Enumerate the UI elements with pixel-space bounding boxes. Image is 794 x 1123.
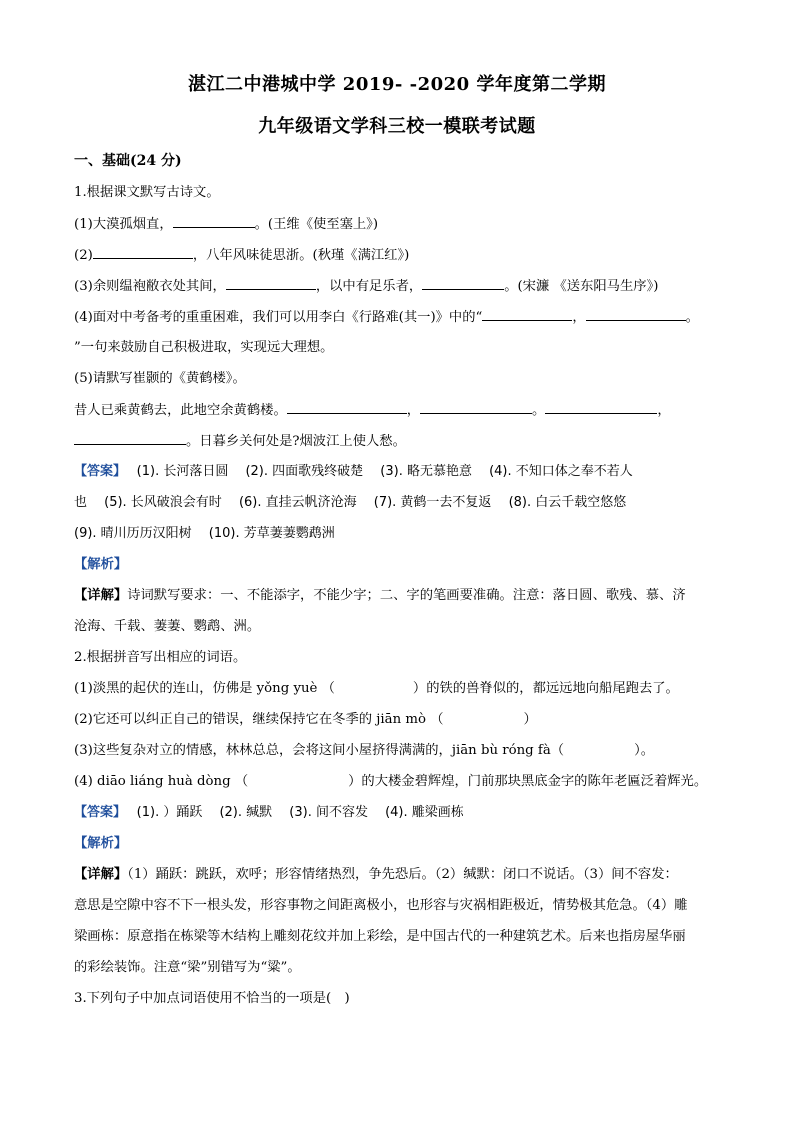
exam-title-line2: 九年级语文学科三校一模联考试题	[258, 116, 536, 137]
q2-item-2: (2)它还可以纠正自己的错误，继续保持它在冬季的 jiān mò （ ）	[74, 712, 537, 727]
q2-analysis-tag: 【解析】	[74, 836, 128, 851]
q1-detail-line2: 沧海、千载、萋萋、鹦鹉、洲。	[74, 619, 261, 634]
q1-analysis-tag: 【解析】	[74, 557, 128, 572]
q1-item-5: (5)请默写崔颢的《黄鹤楼》。	[74, 371, 246, 386]
q2-detail-line3: 梁画栋：原意指在栋梁等木结构上雕刻花纹并加上彩绘，是中国古代的一种建筑艺术。后来也指房屋华丽	[74, 929, 686, 944]
answer-blank[interactable]	[545, 401, 657, 414]
q1-detail-line1: 【详解】诗词默写要求：一、不能添字，不能少字；二、字的笔画要准确。注意：落日圆、歌残、慕、济	[74, 588, 686, 603]
answer-blank[interactable]	[586, 308, 686, 321]
answer-tag: 【答案】	[74, 464, 120, 479]
q3-stem: 3.下列句子中加点词语使用不恰当的一项是( )	[74, 991, 350, 1006]
q1-stem: 1.根据课文默写古诗文。	[74, 185, 220, 200]
q1-item-1: (1)大漠孤烟直， 。(王维《使至塞上》)	[74, 217, 379, 232]
detail-tag: 【详解】	[74, 867, 128, 882]
q1-answer-line3: (9). 晴川历历汉阳树 (10). 芳草萋萋鹦鹉洲	[74, 526, 335, 541]
q2-detail-line1: 【详解】（1）踊跃：跳跃，欢呼；形容情绪热烈，争先恐后。（2）缄默：闭口不说话。（3）间不容发：	[74, 867, 678, 882]
q1-answer-line1: 【答案】 (1). 长河落日圆 (2). 四面歌残终破楚 (3). 略无慕艳意 (4). 不知口体之奉不若人	[74, 464, 633, 479]
q2-detail-line2: 意思是空隙中容不下一根头发，形容事物之间距离极小，也形容与灾祸相距极近，情势极其危急。（4）雕	[74, 898, 688, 913]
answer-tag: 【答案】	[74, 805, 120, 820]
q1-item-4: (4)面对中考备考的重重困难，我们可以用李白《行路难(其一)》中的“ ， 。	[74, 310, 699, 325]
q1-item-4-cont: ”一句来鼓励自己积极进取，实现远大理想。	[74, 340, 334, 355]
q2-detail-line4: 的彩绘装饰。注意“梁”别错写为“粱”。	[74, 960, 301, 975]
q1-answer-line2: 也 (5). 长风破浪会有时 (6). 直挂云帆济沧海 (7). 黄鹤一去不复返 (8). 白云千载空悠悠	[74, 495, 627, 510]
detail-tag: 【详解】	[74, 588, 128, 603]
answer-blank[interactable]	[420, 401, 532, 414]
q2-answer: 【答案】 (1). ）踊跃 (2). 缄默 (3). 间不容发 (4). 雕梁画栋	[74, 805, 464, 820]
answer-blank[interactable]	[74, 432, 186, 445]
answer-blank[interactable]	[482, 308, 572, 321]
q2-item-4: (4) diāo liáng huà dòng （ ）的大楼金碧辉煌，门前那块黑底金字的陈年老匾泛着辉光。	[74, 774, 708, 789]
answer-blank[interactable]	[226, 277, 316, 290]
q1-item-5-line1: 昔人已乘黄鹤去，此地空余黄鹤楼。 ， 。 ，	[74, 403, 671, 418]
answer-blank[interactable]	[93, 246, 193, 259]
q1-item-3: (3)余则缊袍敝衣处其间， ，以中有足乐者， 。(宋濂 《送东阳马生序》)	[74, 279, 659, 294]
section-heading: 一、基础(24 分)	[74, 153, 182, 169]
answer-blank[interactable]	[422, 277, 504, 290]
answer-blank[interactable]	[287, 401, 407, 414]
q2-stem: 2.根据拼音写出相应的词语。	[74, 650, 247, 665]
q1-item-2: (2) ，八年风味徒思浙。(秋瑾《满江红》)	[74, 248, 410, 263]
q2-item-1: (1)淡黑的起伏的连山，仿佛是 yǒng yuè （ ）的铁的兽脊似的，都远远地向船尾跑去了。	[74, 681, 679, 696]
answer-blank[interactable]	[173, 215, 255, 228]
q1-item-5-line2: 。日暮乡关何处是?烟波江上使人愁。	[74, 432, 734, 451]
q2-item-3: (3)这些复杂对立的情感，林林总总，会将这间小屋挤得满满的，jiān bù róng fà（ ）。	[74, 743, 655, 758]
exam-title-line1: 湛江二中港城中学 2019- -2020 学年度第二学期	[188, 74, 606, 95]
